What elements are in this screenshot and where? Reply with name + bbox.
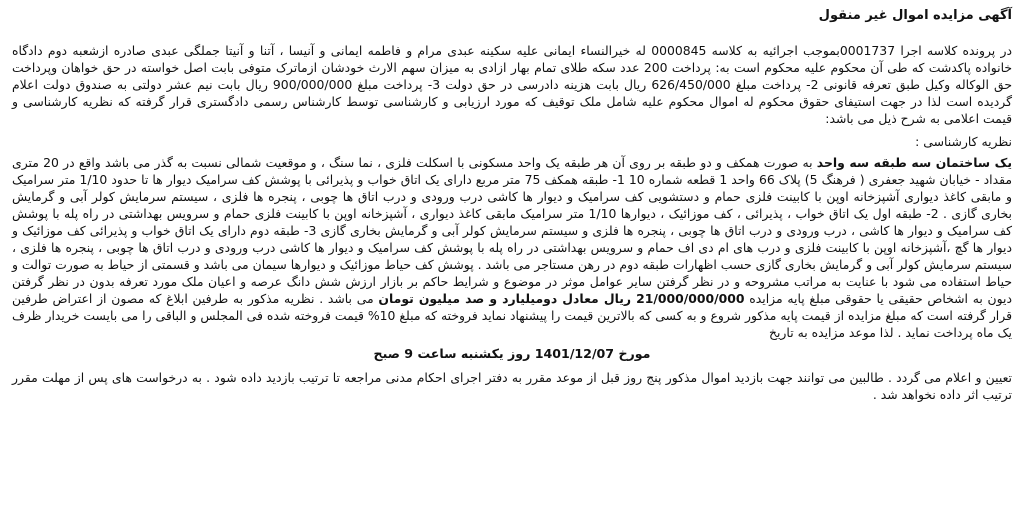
base-price: 21/000/000/000 ریال معادل دومیلیارد و صد میلیون تومان (378, 291, 745, 306)
expert-opinion-paragraph (12, 154, 1012, 341)
auction-terms: می باشد . نظریه مذکور به طرفین ابلاغ که مصون از اعتراض طرفین قرار گرفته است که مبلغ مزایده از قیمت پایه مذکور شروع و به کسی که بالاترین قیمت را پیشنهاد نماید فروخته که مبلغ 10% قیمت فروخته شده فی المجلس و الباقی را می بایست خریدار ظرف یک ماه پرداخت نماید . لذا موعد مزایده به تاریخ (12, 291, 1013, 340)
closing-paragraph: تعیین و اعلام می گردد . طالبین می توانند جهت بازدید اموال مذکور پنج روز قبل از موعد مقرر به دفتر اجرای احکام مدنی مراجعه تا ترتیب بازدید داده شود . به درخواست های پس از مهلت مقرر ترتیب اثر داده نخواهد شد . (12, 370, 1012, 402)
intro-paragraph: در پرونده کلاسه اجرا 0001737بموجب اجرائیه به کلاسه 0000845 له خیرالنساء ایمانی علیه سکینه عبدی مرام و فاطمه ایمانی و آنیسا ، آتنا و آنیتا جملگی عبدی صادره ازشعبه دوم دادگاه خانواده پاکدشت که طی آن محکوم علیه محکوم است به: پرداخت 200 عدد سکه طلای تمام بهار ازادی به میزان سهم الارث خودشان ازماترک متوفی بابت اصل خواسته در حق خواهان وپرداخت حق الوکاله وکیل طبق تعرفه قانونی 2- پرداخت مبلغ 626/450/000 ریال بابت هزینه دادرسی در حق دولت 3- پرداخت مبلغ 900/000/000 ریال بابت نیم عشر دولتی به صندوق دولت اعلام گردیده است لذا در جهت استیفای حقوق محکوم له اموال محکوم علیه شامل ملک توقیف که مورد ارزیابی و کارشناسی توسط کارشناس رسمی دادگستری قرار گرفته که نظریه کارشناسی و قیمت اعلامی به شرح ذیل می باشد: (12, 43, 1013, 126)
notice-title: آگهی مزایده اموال غیر منقول (818, 8, 1012, 23)
building-description-lead: یک ساختمان سه طبقه سه واحد (816, 155, 1012, 170)
building-description: به صورت همکف و دو طبقه بر روی آن هر طبقه یک واحد مسکونی با اسکلت فلزی ، نما سنگ ، و موقعیت شمالی نسبت به گذر می باشد واقع در 20 متری مقداد - خیابان شهید جعفری ( فرهنگ 5) پلاک 66 واحد 1 قطعه شماره 10 1- طبقه همکف 75 متر مربع دارای یک اتاق خواب و پذیرائی با پوشش کف سرامیک دیوار ها تا حدود 1/10 متر سرامیک و مابقی کاغذ دیواری آشپزخانه اوپن با کابینت فلزی حمام و دستشویی کف سرامیک و دیوار ها کاشی درب ورودی و درب اتاق ها چوبی ، پنجره ها فلزی ، سیستم سرمایش کولر آبی و گرمایش بخاری گازی . 2- طبقه اول یک اتاق خواب ، پذیرائی ، کف موزائیک ، دیوارها 1/10 متر سرامیک مابقی کاغذ دیواری ، آشپزخانه اوپن با کابینت فلزی حمام و سرویس بهداشتی در راه پله با پوشش کف سرامیک و دیوار ها کاشی ، درب ورودی و درب اتاق ها چوبی ، پنجره ها فلزی و سیستم سرمایش کولر آبی و گرمایش بخاری گازی 3- طبقه دوم دارای یک اتاق خواب و پذیرائی کف موزائیک و دیوار ها گچ ،آشپزخانه اوپن با کابینت فلزی و درب های ام دی اف حمام و سرویس بهداشتی در راه پله با پوشش کف سرامیک و دیوار ها کاشی درب ورودی و درب اتاق ها چوبی ، پنجره ها فلزی ، سیستم سرمایش کولر آبی و گرمایش بخاری گازی حسب اظهارات طبقه دوم در رهن مستاجر می باشد . پوشش کف حیاط موزائیک و دیوارها سیمان می باشد و قسمتی از حیاط به صورت توالت و حیاط استفاده می شود با عنایت به مراتب مشروحه و در نظر گرفتن سایر عوامل موثر در موضوع و شرایط حاکم بر بازار ارزش شش دانگ عرصه و اعیان ملک مورد تعرفه بدون در نظر گرفتن دیون به اشخاص حقیقی یا حقوقی مبلغ پایه مزایده (12, 155, 1013, 306)
expert-opinion-heading: نظریه کارشناسی : (915, 134, 1012, 149)
auction-date: مورخ 1401/12/07 روز یکشنبه ساعت 9 صبح (373, 346, 651, 361)
